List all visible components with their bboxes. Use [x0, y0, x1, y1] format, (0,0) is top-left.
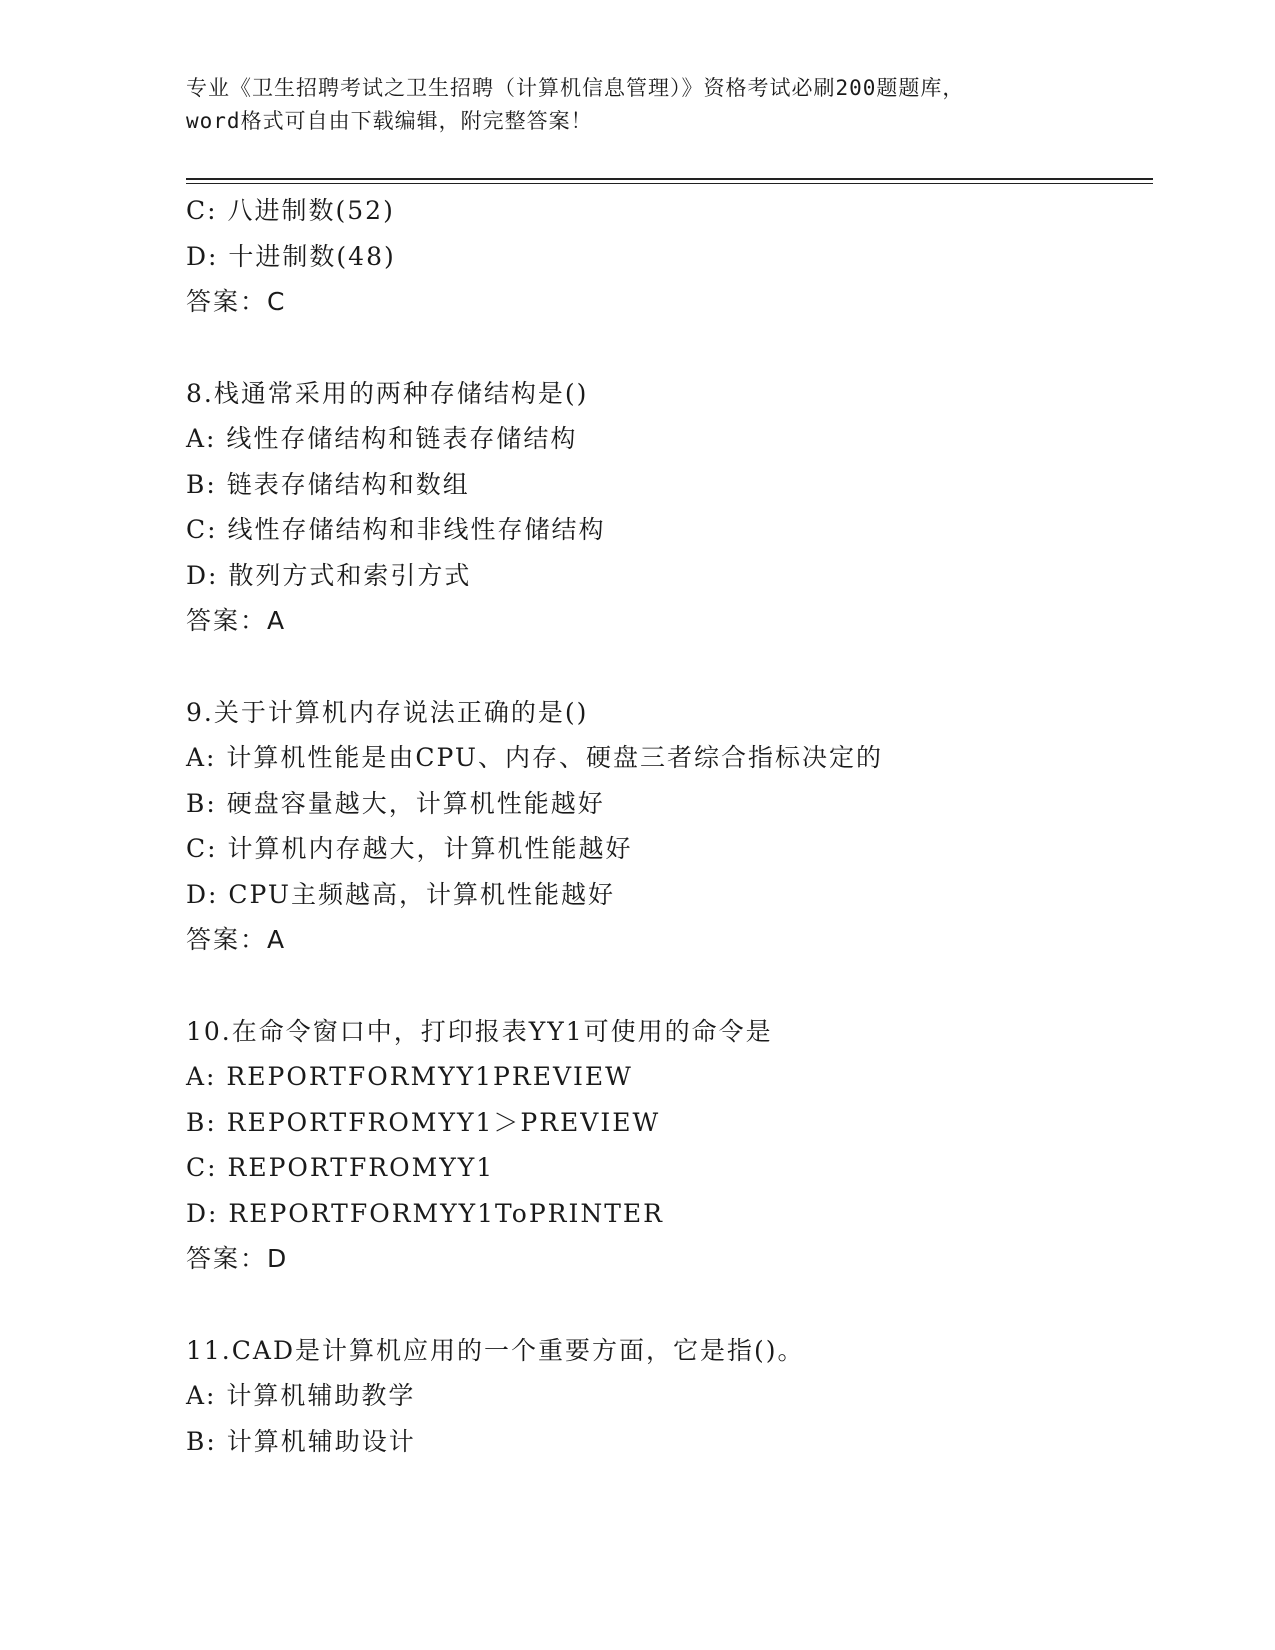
- header-divider-thin: [186, 183, 1153, 184]
- header-line-2: word格式可自由下载编辑，附完整答案！: [186, 109, 593, 133]
- option-a: A: 线性存储结构和链表存储结构: [186, 424, 578, 453]
- answer-line: 答案：D: [186, 1244, 289, 1273]
- document-body: [186, 188, 1146, 1464]
- option-b: B: REPORTFROMYY1＞PREVIEW: [186, 1107, 661, 1137]
- option-c: C: 线性存储结构和非线性存储结构: [186, 515, 606, 544]
- question-block-9: [186, 690, 1146, 963]
- answer-line: 答案：C: [186, 287, 287, 316]
- question-text: 10.在命令窗口中，打印报表YY1可使用的命令是: [186, 1016, 773, 1046]
- option-c: C: 计算机内存越大，计算机性能越好: [186, 834, 633, 863]
- question-block-8: [186, 371, 1146, 644]
- answer-line: 答案：A: [186, 925, 287, 954]
- option-b: B: 计算机辅助设计: [186, 1426, 416, 1456]
- question-text: 8.栈通常采用的两种存储结构是(): [186, 378, 589, 408]
- option-a: A: 计算机性能是由CPU、内存、硬盘三者综合指标决定的: [186, 743, 884, 772]
- option-a: A: REPORTFORMYY1PREVIEW: [186, 1062, 633, 1091]
- option-b: B: 硬盘容量越大，计算机性能越好: [186, 788, 605, 818]
- option-d: D: 十进制数(48): [186, 241, 396, 271]
- answer-line: 答案：A: [186, 606, 287, 635]
- question-text: 11.CAD是计算机应用的一个重要方面，它是指()。: [186, 1335, 805, 1365]
- question-text: 9.关于计算机内存说法正确的是(): [186, 697, 589, 727]
- option-d: D: REPORTFORMYY1ToPRINTER: [186, 1198, 664, 1228]
- option-d: D: 散列方式和索引方式: [186, 560, 472, 590]
- option-b: B: 链表存储结构和数组: [186, 469, 470, 499]
- question-block-11: [186, 1328, 1146, 1465]
- option-a: A: 计算机辅助教学: [186, 1381, 416, 1410]
- question-block-7: [186, 188, 1146, 325]
- header-divider-thick: [186, 178, 1153, 180]
- question-block-10: [186, 1009, 1146, 1282]
- option-c: C: REPORTFROMYY1: [186, 1153, 495, 1182]
- document-header: [186, 72, 1086, 138]
- option-c: C: 八进制数(52): [186, 196, 395, 225]
- header-line-1: 专业《卫生招聘考试之卫生招聘（计算机信息管理）》资格考试必刷200题题库，: [186, 76, 965, 100]
- option-d: D: CPU主频越高，计算机性能越好: [186, 879, 615, 909]
